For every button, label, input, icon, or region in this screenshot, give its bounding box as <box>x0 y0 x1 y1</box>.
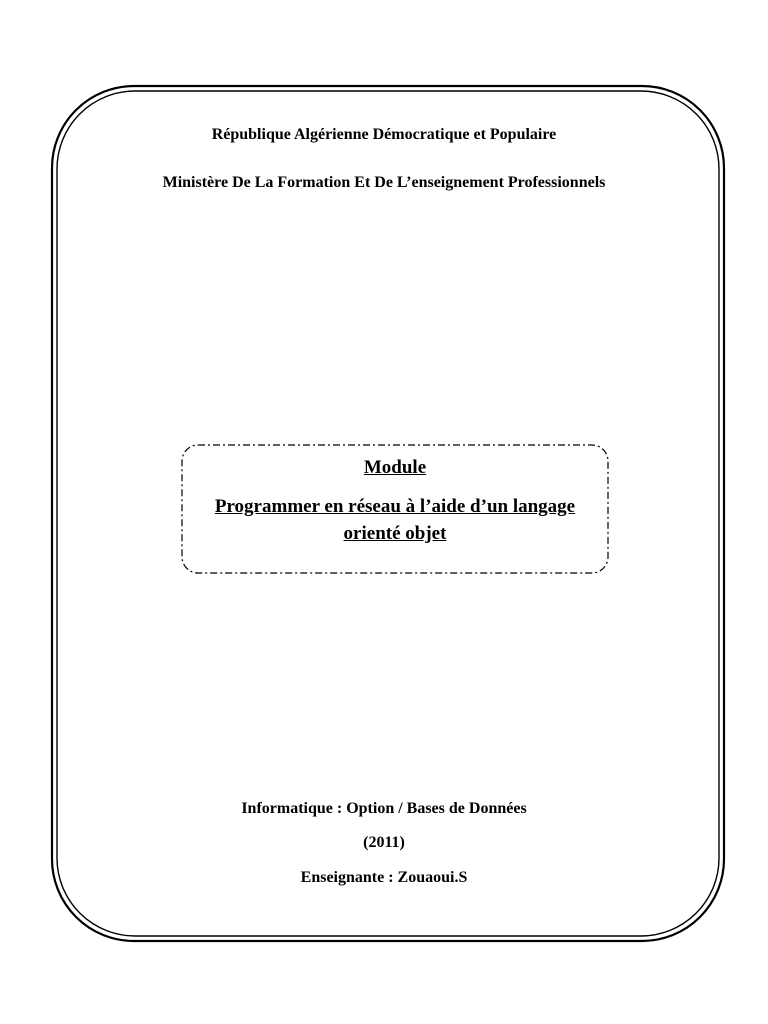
republic-heading: République Algérienne Démocratique et Populaire <box>211 126 557 143</box>
module-box <box>182 445 608 573</box>
ministry-heading: Ministère De La Formation Et De L’enseignement Professionnels <box>162 174 606 191</box>
teacher-line: Enseignante : Zouaoui.S <box>300 869 468 886</box>
module-title-line-2: orienté objet <box>343 523 447 544</box>
year-line: (2011) <box>363 834 405 851</box>
field-option-line: Informatique : Option / Bases de Données <box>241 800 527 817</box>
module-title-line-1: Programmer en réseau à l’aide d’un langage <box>214 496 576 517</box>
module-title <box>182 493 608 547</box>
module-label: Module <box>363 457 427 478</box>
